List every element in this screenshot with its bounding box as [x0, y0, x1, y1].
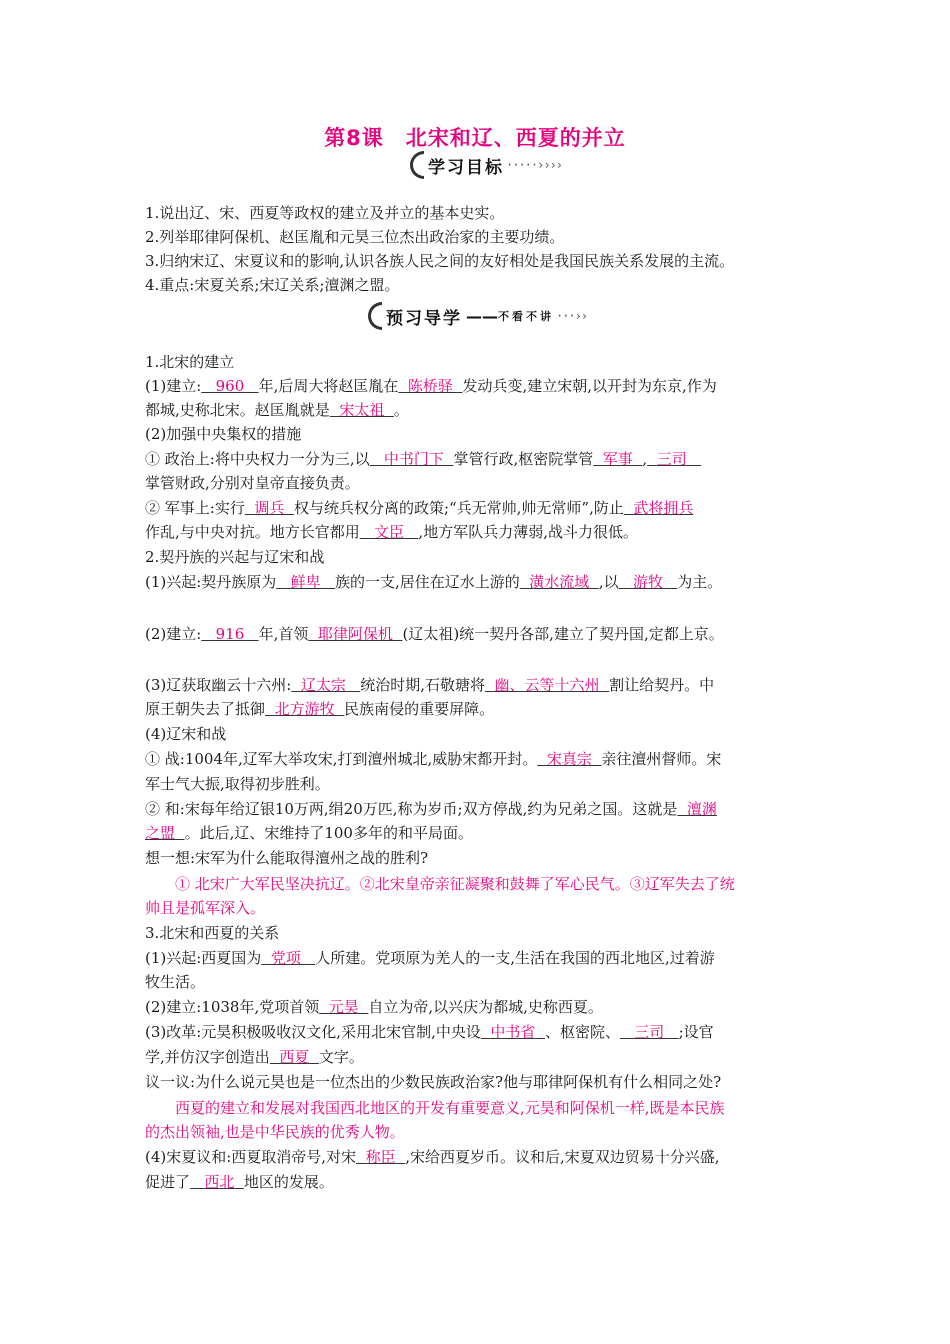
text-line: (3)辽获取幽云十六州: 辽太宗 统治时期,石敬瑭将 幽、云等十六州 割让给契丹。中	[145, 676, 715, 694]
text-line: (1)建立: 960 年,后周大将赵匡胤在 陈桥驿 发动兵变,建立宋朝,以开封为东京,作为	[145, 377, 717, 395]
arc-icon	[410, 151, 424, 179]
goal-3: 3.归纳宋辽、宋夏议和的影响,认识各族人民之间的友好相处是我国民族关系发展的主流。	[145, 252, 735, 270]
section-header-preview	[368, 302, 587, 330]
text-line: 牧生活。	[145, 973, 206, 991]
goal-1: 1.说出辽、宋、西夏等政权的建立及并立的基本史实。	[145, 204, 505, 222]
answer-1-line-2: 帅且是孤军深入。	[145, 899, 266, 917]
section-sub: 不看不讲	[498, 310, 554, 323]
text-line: ② 军事上:实行 调兵 权与统兵权分离的政策;“兵无常帅,帅无常师”,防止 武将拥兵	[145, 499, 694, 517]
section-label: 学习目标	[428, 157, 504, 178]
text-line: 学,并仿汉字创造出 西夏 文字。	[145, 1048, 364, 1066]
text-line: (2)建立:1038年,党项首领 元昊 自立为帝,以兴庆为都城,史称西夏。	[145, 998, 603, 1016]
text-line: (2)加强中央集权的措施	[145, 425, 302, 443]
text-line: 原王朝失去了抵御 北方游牧 民族南侵的重要屏障。	[145, 700, 495, 718]
question-2: 议一议:为什么说元昊也是一位杰出的少数民族政治家?他与耶律阿保机有什么相同之处?	[145, 1073, 722, 1091]
text-line: 掌管财政,分别对皇帝直接负责。	[145, 474, 360, 492]
text-line: ① 战:1004年,辽军大举攻宋,打到澶州城北,威胁宋都开封。 宋真宗 亲往澶州督师。宋	[145, 750, 722, 768]
text-line: (1)兴起:契丹族原为 鲜卑 族的一支,居住在辽水上游的 潢水流域 ,以 游牧 为主。	[145, 573, 723, 591]
answer-2-line-2: 的杰出领袖,也是中华民族的优秀人物。	[145, 1123, 405, 1141]
text-line: ② 和:宋每年给辽银10万两,绢20万匹,称为岁币;双方停战,约为兄弟之国。这就是 澶渊	[145, 800, 717, 818]
text-line: ① 政治上:将中央权力一分为三,以 中书门下 掌管行政,枢密院掌管 军事 , 三司	[145, 450, 687, 468]
heading-2: 2.契丹族的兴起与辽宋和战	[145, 548, 325, 566]
text-line: 作乱,与中央对抗。地方长官都用 文臣 ,地方军队兵力薄弱,战斗力很低。	[145, 523, 638, 541]
answer-2-line-1: 西夏的建立和发展对我国西北地区的开发有重要意义,元昊和阿保机一样,既是本民族	[175, 1099, 725, 1117]
heading-1: 1.北宋的建立	[145, 353, 235, 371]
text-line: (2)建立: 916 年,首领 耶律阿保机 (辽太祖)统一契丹各部,建立了契丹国,定都上京。	[145, 625, 724, 643]
text-line: 都城,史称北宋。赵匡胤就是 宋太祖 。	[145, 401, 409, 419]
arc-icon	[368, 302, 382, 330]
text-line: 军士气大振,取得初步胜利。	[145, 775, 330, 793]
section-label: 预习导学	[386, 308, 462, 329]
section-dash: ——	[466, 306, 498, 326]
lesson-title: 第8课 北宋和辽、西夏的并立	[324, 126, 626, 150]
arrow-icon: ···››	[556, 309, 588, 323]
question-1: 想一想:宋军为什么能取得澶州之战的胜利?	[145, 849, 429, 867]
text-line: (1)兴起:西夏国为 党项 人所建。党项原为羌人的一支,生活在我国的西北地区,过着游	[145, 949, 715, 967]
text-line: (4)宋夏议和:西夏取消帝号,对宋 称臣 ,宋给西夏岁币。议和后,宋夏双边贸易十分兴盛,	[145, 1148, 720, 1166]
goal-2: 2.列举耶律阿保机、赵匡胤和元昊三位杰出政治家的主要功绩。	[145, 228, 565, 246]
goal-4: 4.重点:宋夏关系;宋辽关系;澶渊之盟。	[145, 276, 400, 294]
heading-3: 3.北宋和西夏的关系	[145, 924, 280, 942]
text-line: 之盟 。此后,辽、宋维持了100多年的和平局面。	[145, 824, 473, 842]
section-header-goals	[410, 151, 562, 179]
arrow-icon: ·····››››	[506, 158, 563, 172]
text-line: (4)辽宋和战	[145, 725, 227, 743]
text-line: 促进了 西北 地区的发展。	[145, 1173, 334, 1191]
text-line: (3)改革:元昊积极吸收汉文化,采用北宋官制,中央设 中书省 、枢密院、 三司 ;设官	[145, 1023, 714, 1041]
answer-1-line-1: ① 北宋广大军民坚决抗辽。②北宋皇帝亲征凝聚和鼓舞了军心民气。③辽军失去了统	[175, 875, 735, 893]
